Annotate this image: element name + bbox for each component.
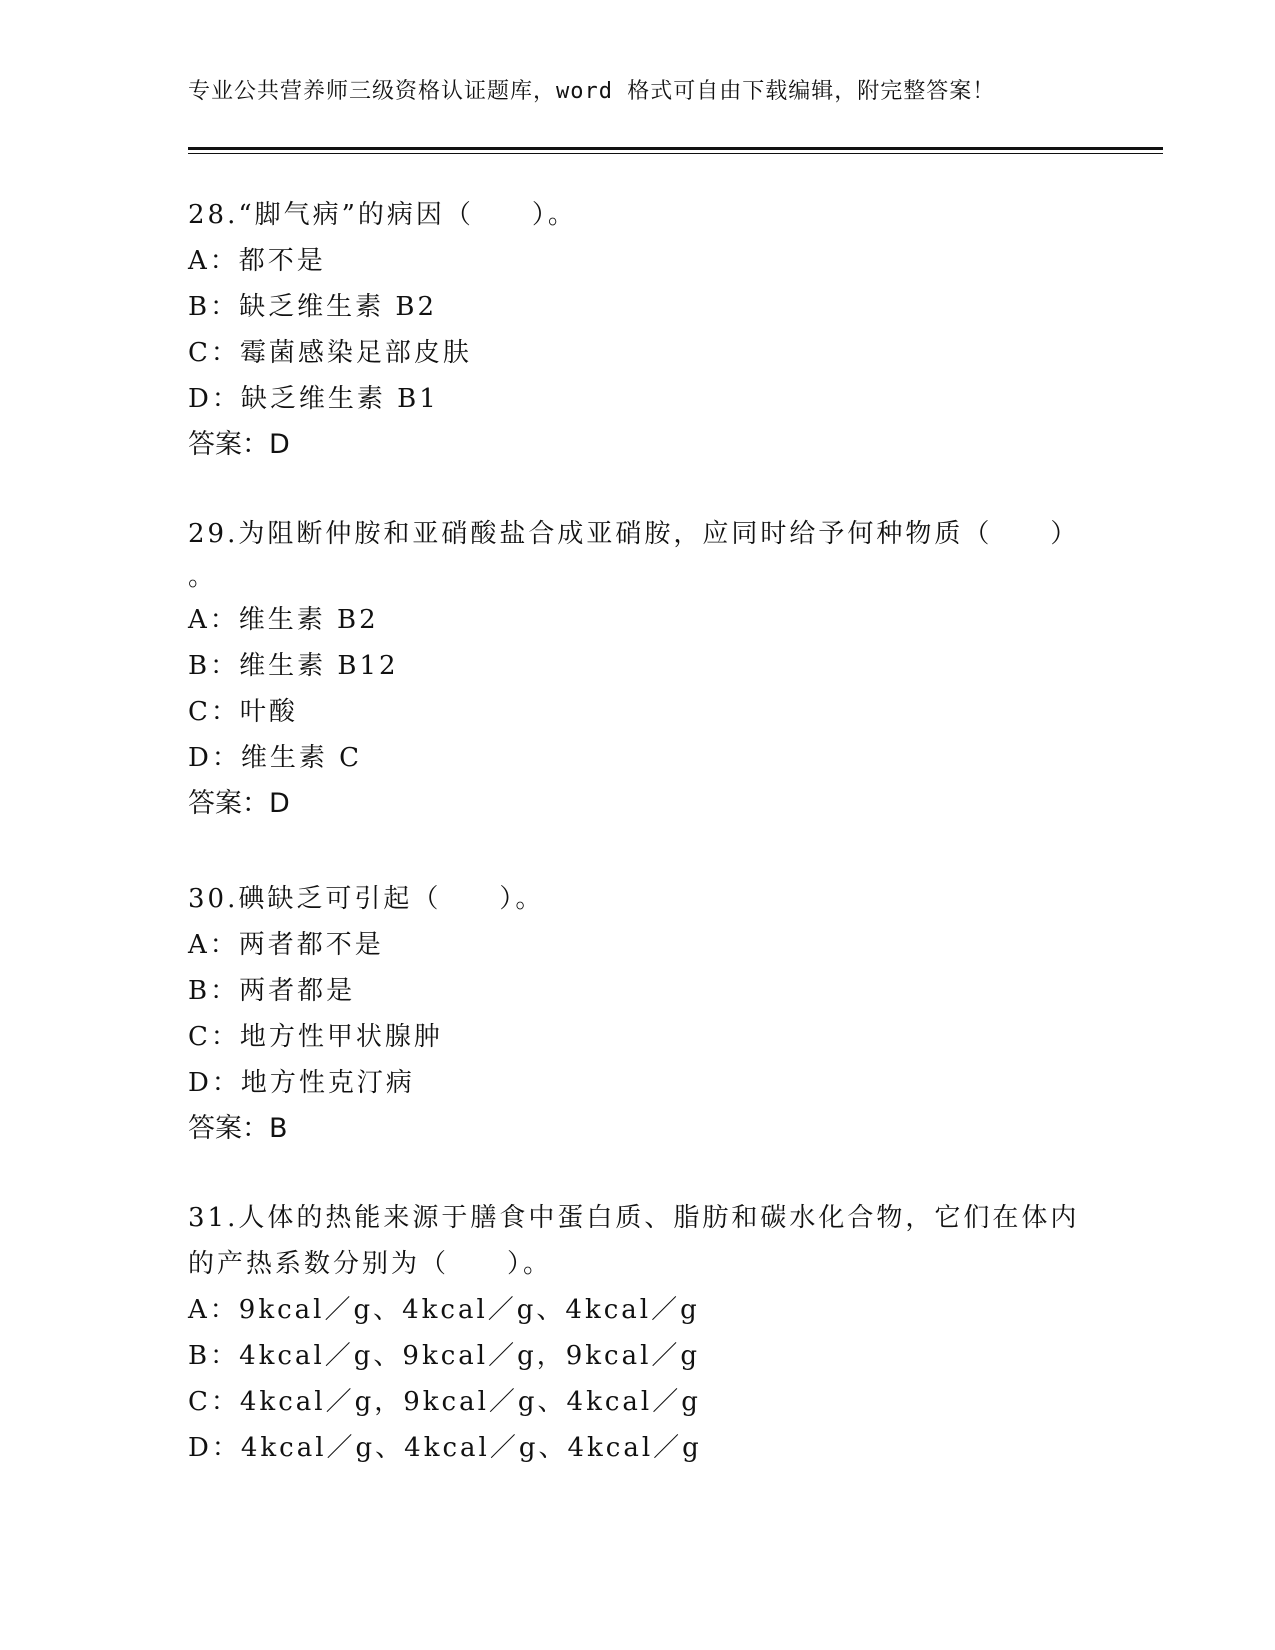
answer: 答案：D: [188, 788, 290, 819]
option-d: D：缺乏维生素 B1: [188, 384, 439, 414]
question-stem-cont: 。: [188, 562, 218, 592]
header-rule-thin: [188, 153, 1163, 154]
header-rule-thick: [188, 147, 1163, 150]
option-c: C：地方性甲状腺肿: [188, 1022, 443, 1052]
question-29: [188, 511, 1088, 827]
question-stem: 29.为阻断仲胺和亚硝酸盐合成亚硝胺，应同时给予何种物质（ ）: [188, 519, 1080, 549]
option-b: B：缺乏维生素 B2: [188, 292, 438, 322]
answer: 答案：B: [188, 1113, 288, 1144]
question-stem: 28.“脚气病”的病因（ ）。: [188, 200, 577, 230]
question-stem-cont: 的产热系数分别为（ ）。: [188, 1249, 553, 1279]
option-d: D：4kcal／g、4kcal／g、4kcal／g: [188, 1433, 702, 1463]
answer: 答案：D: [188, 429, 290, 460]
option-d: D：地方性克汀病: [188, 1068, 415, 1098]
option-b: B：维生素 B12: [188, 651, 399, 681]
option-b: B：两者都是: [188, 976, 356, 1006]
page-header: 专业公共营养师三级资格认证题库，word 格式可自由下载编辑，附完整答案！: [188, 79, 996, 104]
option-d: D：维生素 C: [188, 743, 363, 773]
option-a: A：9kcal／g、4kcal／g、4kcal／g: [188, 1295, 700, 1325]
question-stem: 30.碘缺乏可引起（ ）。: [188, 884, 545, 914]
question-28: [188, 192, 1088, 468]
option-c: C：霉菌感染足部皮肤: [188, 338, 472, 368]
question-stem: 31.人体的热能来源于膳食中蛋白质、脂肪和碳水化合物，它们在体内: [188, 1203, 1080, 1233]
option-a: A：维生素 B2: [188, 605, 379, 635]
question-30: [188, 876, 1088, 1152]
option-a: A：都不是: [188, 246, 326, 276]
question-31: [188, 1195, 1088, 1471]
option-c: C：叶酸: [188, 697, 298, 727]
option-c: C：4kcal／g，9kcal／g、4kcal／g: [188, 1387, 701, 1417]
option-a: A：两者都不是: [188, 930, 384, 960]
option-b: B：4kcal／g、9kcal／g，9kcal／g: [188, 1341, 701, 1371]
